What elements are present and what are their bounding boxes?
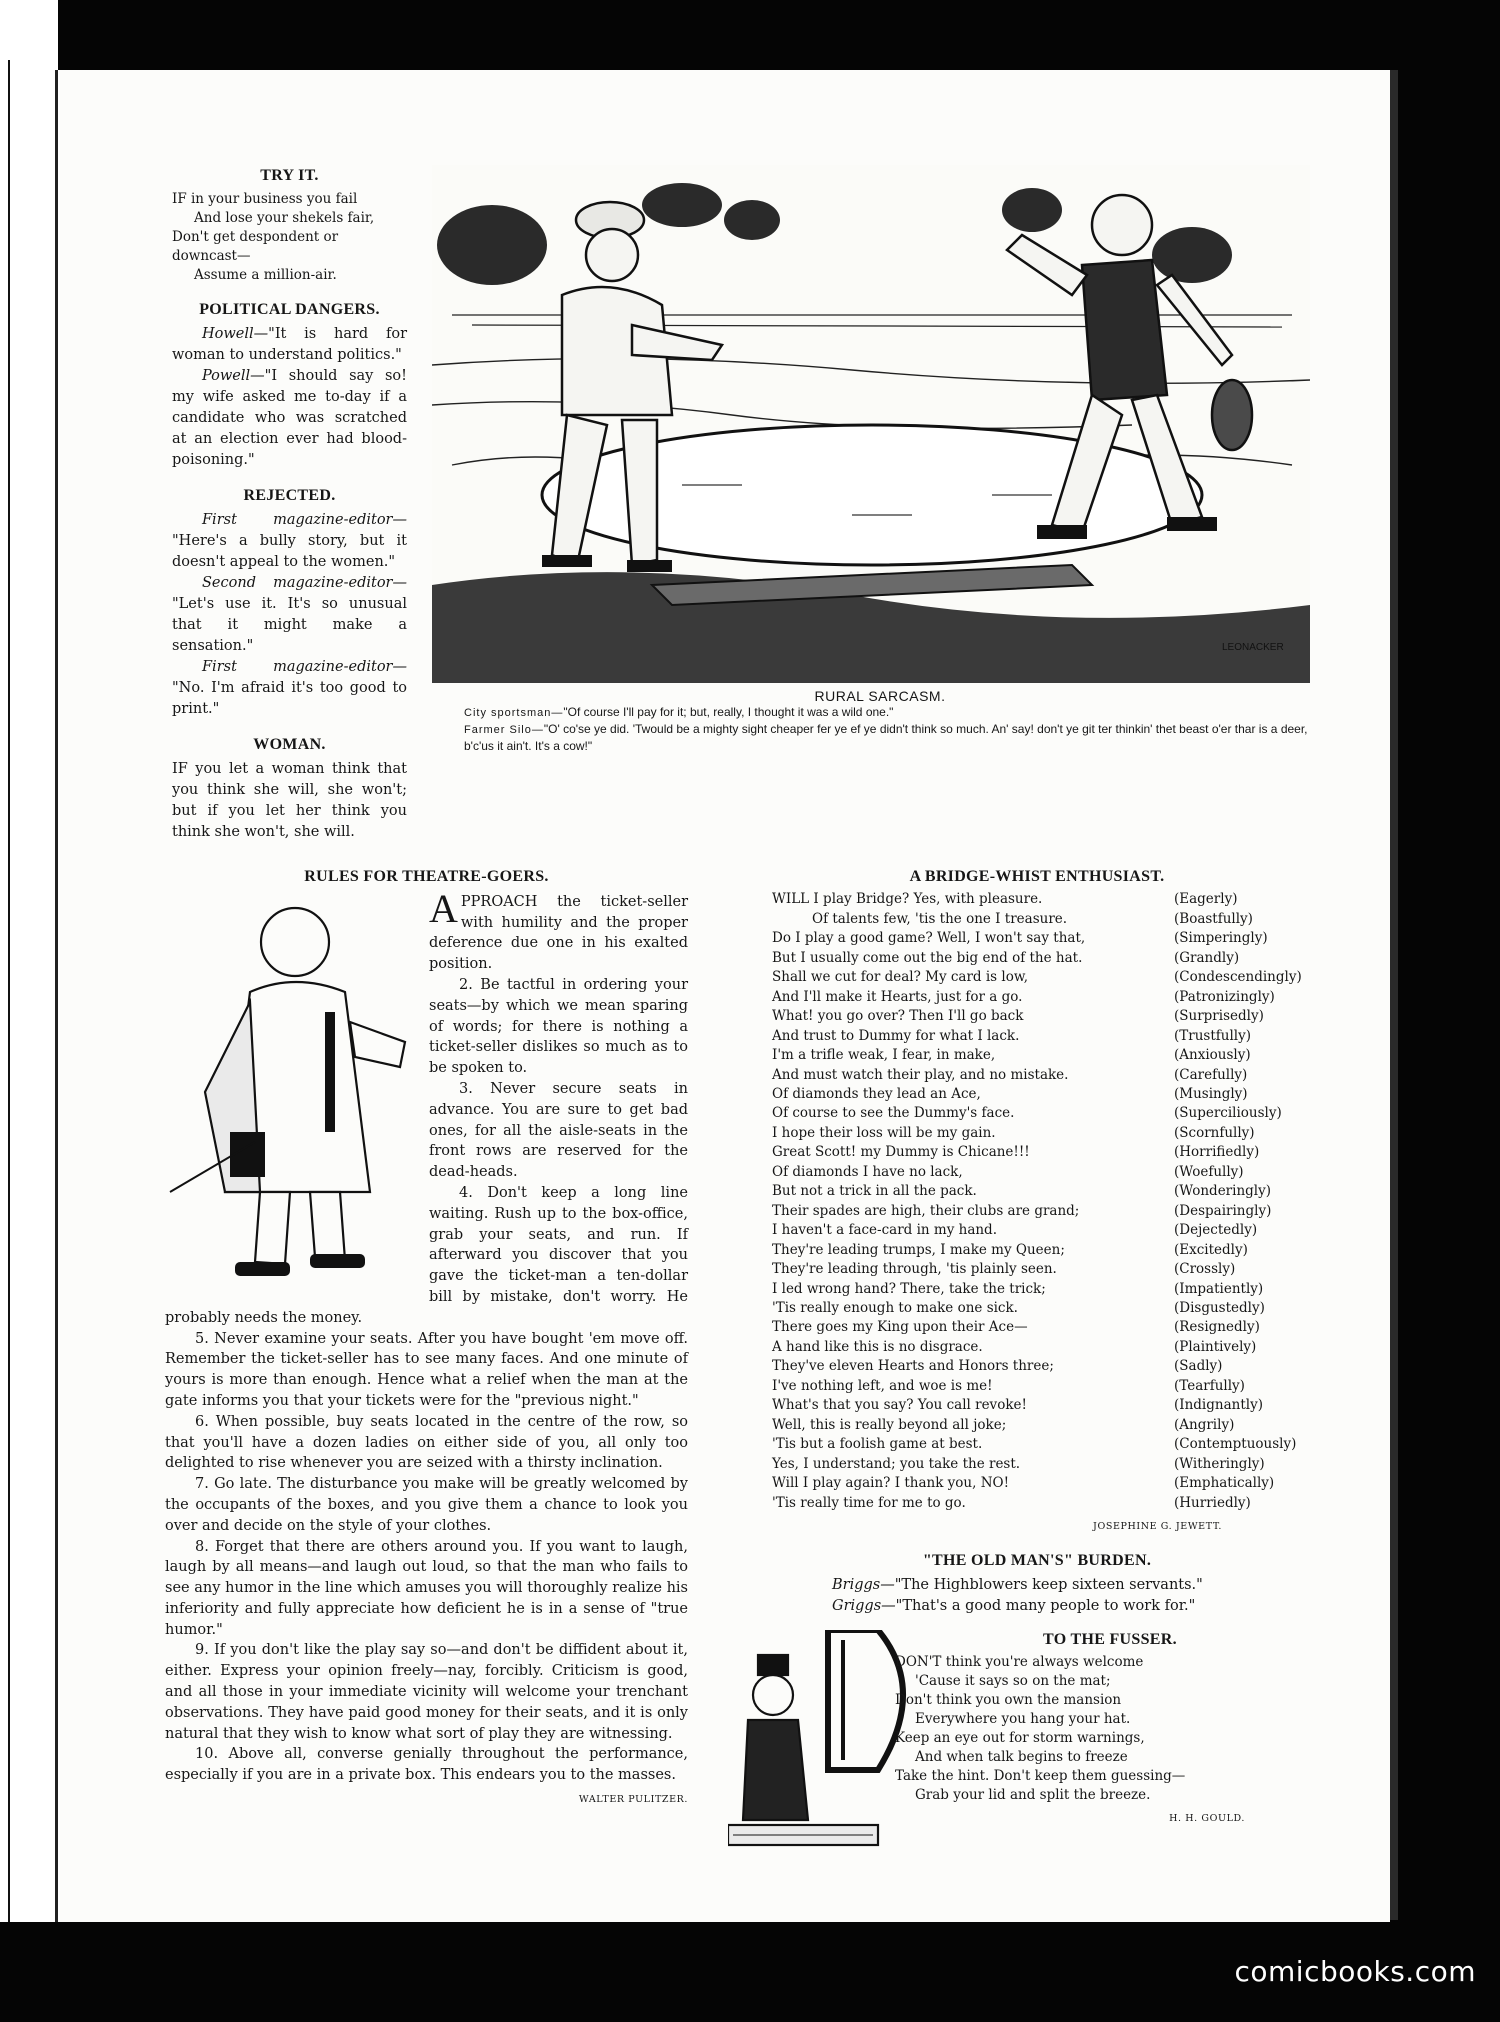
watermark: comicbooks.com (1234, 1955, 1476, 1988)
bridge-line (772, 988, 1302, 1007)
rule-3: 3. Never secure seats in advance. You are sure to get bad ones, for all the aisle-seats in the front rows are reserved for the dead-heads. (429, 1080, 688, 1181)
bridge-line-manner: (Carefully) (1174, 1066, 1248, 1083)
bridge-line-text: A hand like this is no disgrace. (772, 1338, 983, 1355)
bridge-line-text: Their spades are high, their clubs are grand; (772, 1202, 1080, 1219)
burden-article (772, 1540, 1302, 1617)
bridge-line (772, 1007, 1302, 1026)
bridge-line (772, 1241, 1302, 1260)
burden-p1: Briggs—"The Highblowers keep sixteen servants." (832, 1577, 1203, 1593)
cartoon-caption (450, 688, 1310, 754)
verse-line: Don't think you own the mansion (895, 1692, 1122, 1708)
bridge-line-text: There goes my King upon their Ace— (772, 1319, 1028, 1336)
caption-line-1: City sportsman—"Of course I'll pay for it; but, really, I thought it was a wild one." (464, 705, 894, 719)
bridge-line (772, 1066, 1302, 1085)
rule-10: 10. Above all, converse genially throughout the performance, especially if you are in a private box. This endears you to the masses. (165, 1746, 688, 1784)
scan-border-left (0, 0, 58, 2022)
bridge-line (772, 929, 1302, 948)
bridge-line-manner: (Dejectedly) (1174, 1222, 1258, 1239)
verse-line: Grab your lid and split the breeze. (915, 1787, 1151, 1803)
bridge-line (772, 890, 1302, 909)
rule-9: 9. If you don't like the play say so—and don't be diffident about it, either. Express your opinion freely—nay, forcibly. Criticism is good, and all those in your immediate vicinity will welcome your trenchant observations. They have paid good money for their seats, and it is only natural that they wish to know what sort of play they are witnessing. (165, 1642, 688, 1742)
woman-text: IF you let a woman think that you think she will, she won't; but if you let her think you think she won't, she will. (172, 761, 407, 840)
bridge-title: A BRIDGE-WHIST ENTHUSIAST. (909, 868, 1165, 885)
bridge-line-manner: (Resignedly) (1174, 1319, 1260, 1336)
bridge-line-manner: (Eagerly) (1174, 891, 1238, 908)
bridge-line-manner: (Angrily) (1174, 1416, 1235, 1433)
bridge-line-manner: (Hurriedly) (1174, 1494, 1251, 1511)
bridge-poem (772, 867, 1302, 1536)
cartoon-signature: LEONACKER (1222, 642, 1284, 653)
bridge-line (772, 1318, 1302, 1337)
bridge-line-manner: (Grandly) (1174, 949, 1240, 966)
bridge-line-text: Of course to see the Dummy's face. (772, 1105, 1015, 1122)
bridge-line (772, 1124, 1302, 1143)
bridge-line-text: Great Scott! my Dummy is Chicane!!! (772, 1144, 1030, 1161)
political-p1: Howell—"It is hard for woman to understand politics." (172, 326, 407, 363)
bridge-line-text: I'm a trifle weak, I fear, in make, (772, 1047, 996, 1064)
bridge-line-manner: (Trustfully) (1174, 1027, 1251, 1044)
bridge-line (772, 1357, 1302, 1376)
bridge-line-manner: (Condescendingly) (1174, 969, 1302, 986)
bridge-line-manner: (Woefully) (1174, 1163, 1244, 1180)
burden-title: "THE OLD MAN'S" BURDEN. (922, 1552, 1152, 1569)
verse-line: IF in your business you fail (172, 191, 358, 207)
bridge-line-text: What! you go over? Then I'll go back (772, 1008, 1024, 1025)
political-p2: Powell—"I should say so! my wife asked me to-day if a candidate who was scratched at an election ever had blood-poisoning." (172, 368, 407, 468)
rule-1: APPROACH the ticket-seller with humility and the proper deference due one in his exalted position. (429, 885, 688, 973)
bridge-line-manner: (Scornfully) (1174, 1124, 1255, 1141)
bridge-line-text: 'Tis really enough to make one sick. (772, 1299, 1018, 1316)
bridge-line (772, 1299, 1302, 1318)
bridge-line-manner: (Indignantly) (1174, 1397, 1263, 1414)
bridge-line-manner: (Simperingly) (1174, 930, 1268, 947)
bridge-line (772, 1085, 1302, 1104)
verse-line: And lose your shekels fair, (194, 210, 375, 226)
bridge-line-text: They've eleven Hearts and Honors three; (772, 1358, 1054, 1375)
rules-dropcap: A (429, 885, 458, 931)
bridge-line-text: And must watch their play, and no mistake. (772, 1066, 1069, 1083)
rules-article (165, 867, 688, 1811)
bridge-line-manner: (Witheringly) (1174, 1455, 1265, 1472)
bridge-line-text: Do I play a good game? Well, I won't say that, (772, 930, 1086, 947)
bridge-line-text: I hope their loss will be my gain. (772, 1124, 996, 1141)
bridge-line-text: And I'll make it Hearts, just for a go. (772, 988, 1023, 1005)
bridge-line-text: 'Tis but a foolish game at best. (772, 1436, 983, 1453)
rule-4: 4. Don't keep a long line waiting. Rush up to the box-office, grab your seats, and run. If afterward you discover that you gave the ticket-man a ten-dollar bill by mistake, don't worry. He probably needs the money. (165, 1184, 688, 1326)
bridge-lines (772, 890, 1302, 1513)
bridge-line (772, 1182, 1302, 1201)
bridge-line (772, 1338, 1302, 1357)
theatre-goer-illustration (165, 892, 415, 1292)
verse-line: Take the hint. Don't keep them guessing— (895, 1768, 1186, 1784)
bridge-line-manner: (Disgustedly) (1174, 1299, 1265, 1316)
bridge-line-manner: (Surprisedly) (1174, 1008, 1264, 1025)
bridge-line-text: Of diamonds I have no lack, (772, 1163, 963, 1180)
bridge-line-manner: (Plaintively) (1174, 1338, 1257, 1355)
rejected-p3: First magazine-editor— "No. I'm afraid it's too good to print." (172, 659, 407, 717)
bridge-line-text: And trust to Dummy for what I lack. (772, 1027, 1020, 1044)
bridge-line (772, 1474, 1302, 1493)
bridge-line-text: Of talents few, 'tis the one I treasure. (812, 910, 1068, 927)
bridge-line-text: Yes, I understand; you take the rest. (772, 1455, 1021, 1472)
rejected-p1: First magazine-editor— "Here's a bully story, but it doesn't appeal to the women." (172, 512, 407, 570)
bridge-line (772, 1416, 1302, 1435)
verse-line: Assume a million-air. (194, 267, 337, 283)
bridge-line-text: I've nothing left, and woe is me! (772, 1377, 993, 1394)
scan-border-right (1390, 0, 1500, 2022)
bridge-line-text: Shall we cut for deal? My card is low, (772, 969, 1029, 986)
bridge-line-text: They're leading trumps, I make my Queen; (772, 1241, 1065, 1258)
bridge-line-manner: (Contemptuously) (1174, 1436, 1297, 1453)
bridge-line-manner: (Superciliously) (1174, 1105, 1282, 1122)
bridge-line-text: They're leading through, 'tis plainly seen. (772, 1261, 1057, 1278)
bridge-line (772, 1494, 1302, 1513)
bridge-line-manner: (Tearfully) (1174, 1377, 1245, 1394)
fusser-title: TO THE FUSSER. (1043, 1631, 1177, 1648)
bridge-line (772, 1163, 1302, 1182)
verse-line: DON'T think you're always welcome (895, 1654, 1144, 1670)
bridge-line (772, 1046, 1302, 1065)
bridge-line (772, 910, 1302, 929)
fusser-author: H. H. GOULD. (1169, 1813, 1245, 1824)
rejected-p2: Second magazine-editor— "Let's use it. It's so unusual that it might make a sensation." (172, 575, 407, 654)
bridge-line-manner: (Anxiously) (1174, 1047, 1251, 1064)
rule-7: 7. Go late. The disturbance you make will be greatly welcomed by the occupants of the boxes, and you give them a chance to look you over and decide on the style of your clothes. (165, 1476, 688, 1534)
bridge-line (772, 1260, 1302, 1279)
bridge-line (772, 1027, 1302, 1046)
bridge-line-text: WILL I play Bridge? Yes, with pleasure. (772, 891, 1043, 908)
bridge-line-manner: (Horrifiedly) (1174, 1144, 1260, 1161)
bridge-line-text: What's that you say? You call revoke! (772, 1397, 1027, 1414)
bridge-line-text: 'Tis really time for me to go. (772, 1494, 966, 1511)
caption-title: RURAL SARCASM. (814, 688, 946, 704)
rule-5: 5. Never examine your seats. After you have bought 'em move off. Remember the ticket-seller has to see many faces. And one minute of yours is more than enough. Hence what a relief when the man at the gate informs you that your tickets were for the "previous night." (165, 1330, 688, 1409)
fusser-poem (895, 1630, 1285, 1828)
political-title: POLITICAL DANGERS. (199, 301, 380, 318)
verse-line: And when talk begins to freeze (915, 1749, 1128, 1765)
bridge-line (772, 1143, 1302, 1162)
caption-line-2: Farmer Silo—"O' co'se ye did. 'Twould be a mighty sight cheaper fer ye ef ye didn't think so much. An' say! don't ye git ter thinkin' thet beast o'er thar is a deer, b'c'us it ain't. It's a cow!" (464, 722, 1308, 753)
bridge-line (772, 1435, 1302, 1454)
bridge-line (772, 1280, 1302, 1299)
rejected-title: REJECTED. (243, 487, 336, 504)
bridge-line-text: Well, this is really beyond all joke; (772, 1416, 1007, 1433)
left-column (172, 155, 407, 843)
bridge-line-text: I haven't a face-card in my hand. (772, 1222, 997, 1239)
verse-line: Keep an eye out for storm warnings, (895, 1730, 1145, 1746)
scan-border-top (0, 0, 1500, 70)
bridge-line-text: But not a trick in all the pack. (772, 1183, 977, 1200)
rule-6: 6. When possible, buy seats located in the centre of the row, so that you'll have a dozen ladies on either side of you, all only too delighted to rise whenever you are seized with a thirsty inclination. (165, 1413, 688, 1472)
rural-sarcasm-cartoon (432, 165, 1310, 683)
bridge-line-manner: (Emphatically) (1174, 1475, 1275, 1492)
verse-line: Don't get despondent or downcast— (172, 229, 339, 264)
bridge-author: JOSEPHINE G. JEWETT. (1093, 1520, 1222, 1532)
bridge-line-manner: (Despairingly) (1174, 1202, 1272, 1219)
bridge-line-manner: (Excitedly) (1174, 1241, 1248, 1258)
woman-title: WOMAN. (253, 736, 326, 753)
try-it-title: TRY IT. (260, 167, 319, 184)
verse-line: 'Cause it says so on the mat; (915, 1673, 1111, 1689)
bridge-line-manner: (Musingly) (1174, 1085, 1248, 1102)
bridge-line (772, 968, 1302, 987)
bridge-line-text: But I usually come out the big end of the hat. (772, 949, 1083, 966)
bridge-line-manner: (Boastfully) (1174, 910, 1253, 927)
try-it-verse (172, 190, 407, 285)
verse-line: Everywhere you hang your hat. (915, 1711, 1131, 1727)
bridge-line-manner: (Sadly) (1174, 1358, 1223, 1375)
rules-title: RULES FOR THEATRE-GOERS. (304, 868, 549, 885)
rule-8: 8. Forget that there are others around you. If you want to laugh, laugh by all means—and laugh out loud, so that the man who fails to see any humor in the line which amuses you will thoroughly realize his inferiority and fully appreciate how deficient he is in a sense of "true humor." (165, 1538, 688, 1638)
bridge-line-text: I led wrong hand? There, take the trick; (772, 1280, 1046, 1297)
bridge-line (772, 1377, 1302, 1396)
bridge-line (772, 949, 1302, 968)
bridge-line-manner: (Patronizingly) (1174, 988, 1275, 1005)
bridge-line (772, 1202, 1302, 1221)
bridge-line (772, 1396, 1302, 1415)
rules-author: WALTER PULITZER. (578, 1794, 688, 1806)
burden-p2: Griggs—"That's a good many people to work for." (832, 1598, 1196, 1614)
bridge-line-text: Of diamonds they lead an Ace, (772, 1085, 981, 1102)
bridge-line-text: Will I play again? I thank you, NO! (772, 1475, 1010, 1492)
bridge-line-manner: (Wonderingly) (1174, 1183, 1271, 1200)
bridge-line-manner: (Impatiently) (1174, 1280, 1264, 1297)
bridge-line (772, 1221, 1302, 1240)
bridge-line (772, 1455, 1302, 1474)
bridge-line-manner: (Crossly) (1174, 1261, 1236, 1278)
bridge-line (772, 1104, 1302, 1123)
rule-2: 2. Be tactful in ordering your seats—by which we mean sparing of words; for there is nothing a ticket-seller dislikes so much as to be spoken to. (429, 976, 688, 1077)
magazine-page (60, 70, 1390, 1922)
